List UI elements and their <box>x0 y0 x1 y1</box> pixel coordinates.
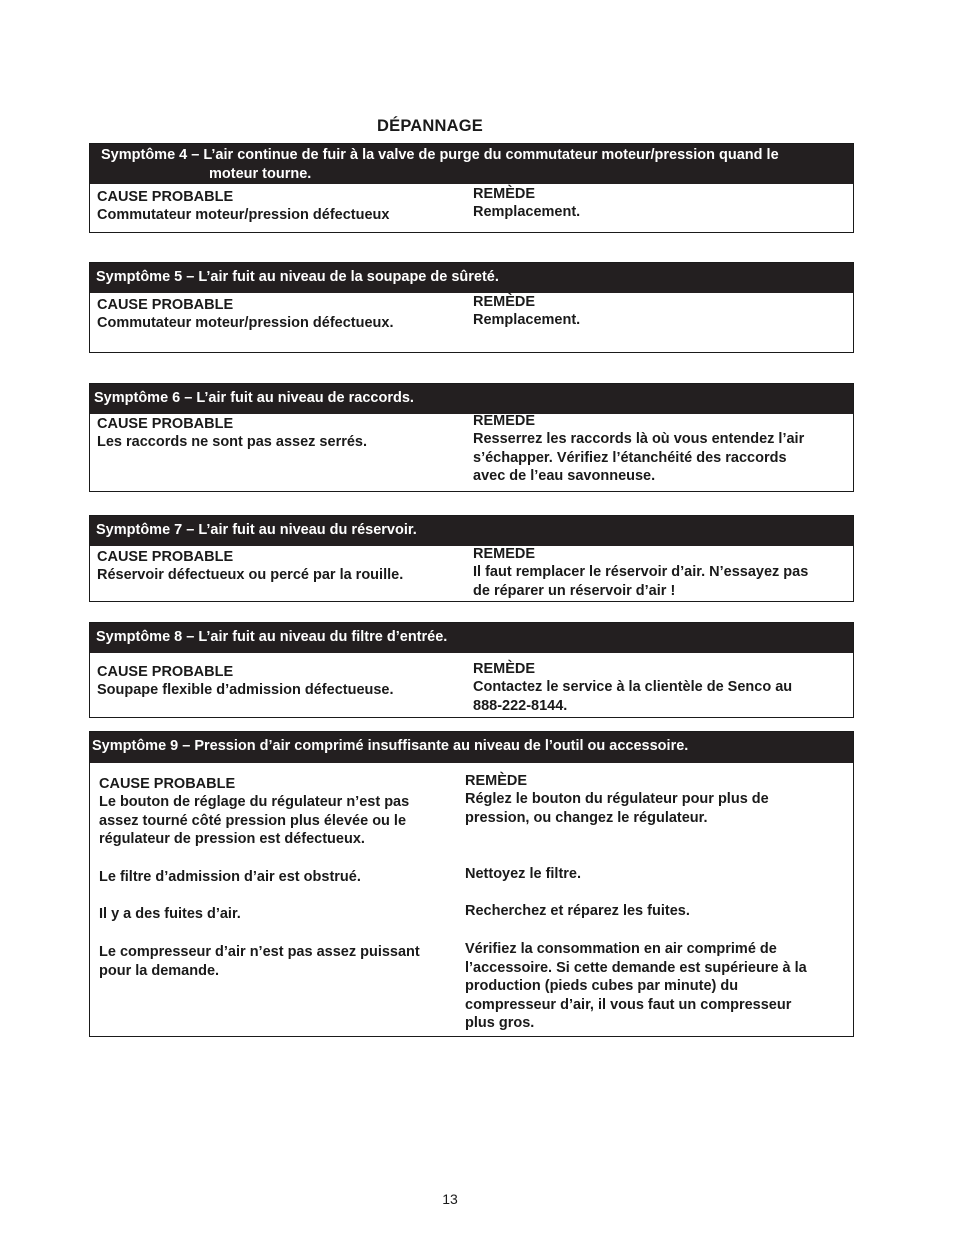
symptom-9-cause-1: Le bouton de réglage du régulateur n’est pas assez tourné côté pression plus élevée ou le régulateur de pression est défectueux. <box>99 794 410 848</box>
symptom-8-remedy-heading: REMÈDE <box>473 661 536 677</box>
symptom-4-cause-heading: CAUSE PROBABLE <box>97 189 234 205</box>
symptom-8-cause-heading: CAUSE PROBABLE <box>97 664 234 680</box>
symptom-4-header-line-2: moteur tourne. <box>209 165 312 182</box>
symptom-7-header <box>90 516 853 546</box>
symptom-5-cause-heading: CAUSE PROBABLE <box>97 297 234 313</box>
symptom-5-remedy-heading: REMÈDE <box>473 294 536 310</box>
symptom-5-cause: Commutateur moteur/pression défectueux. <box>97 315 394 331</box>
symptom-9-cause-4: Le compresseur d’air n’est pas assez puissant pour la demande. <box>99 944 420 979</box>
symptom-5-remedy: Remplacement. <box>473 312 581 328</box>
symptom-8-header <box>90 623 853 653</box>
symptom-8-cause: Soupape flexible d’admission défectueuse. <box>97 682 394 698</box>
symptom-5-title: Symptôme 5 – L’air fuit au niveau de la soupape de sûreté. <box>96 269 499 285</box>
page-number: 13 <box>442 1191 458 1207</box>
symptom-4-header-text <box>101 146 841 183</box>
symptom-4-remedy-heading: REMÈDE <box>473 186 536 202</box>
symptom-9-cause-2: Le filtre d’admission d’air est obstrué. <box>99 869 361 885</box>
symptom-9-remedy-1: Réglez le bouton du régulateur pour plus de pression, ou changez le régulateur. <box>465 791 769 826</box>
symptom-6-remedy-heading: REMEDE <box>473 413 536 429</box>
symptom-4-header-line-1: Symptôme 4 – L’air continue de fuir à la valve de purge du commutateur moteur/pression quand le <box>101 147 779 163</box>
symptom-6-cause: Les raccords ne sont pas assez serrés. <box>97 434 368 450</box>
symptom-6-remedy: Resserrez les raccords là où vous entendez l’air s’échapper. Vérifiez l’étanchéité des raccords avec de l’eau savonneuse. <box>473 431 805 485</box>
symptom-9-title: Symptôme 9 – Pression d’air comprimé insuffisante au niveau de l’outil ou accessoire. <box>92 738 689 754</box>
symptom-7-remedy: Il faut remplacer le réservoir d’air. N’essayez pas de réparer un réservoir d’air ! <box>473 564 809 599</box>
symptom-9-remedy-2: Nettoyez le filtre. <box>465 866 582 882</box>
symptom-6-title: Symptôme 6 – L’air fuit au niveau de raccords. <box>94 390 414 406</box>
symptom-4-header-full <box>101 147 779 182</box>
symptom-4-cause: Commutateur moteur/pression défectueux <box>97 207 390 223</box>
symptom-9-cause-heading: CAUSE PROBABLE <box>99 776 236 792</box>
symptom-7-cause-heading: CAUSE PROBABLE <box>97 549 234 565</box>
symptom-7-cause: Réservoir défectueux ou percé par la rouille. <box>97 567 404 583</box>
symptom-6-cause-heading: CAUSE PROBABLE <box>97 416 234 432</box>
symptom-8-remedy: Contactez le service à la clientèle de Senco au 888-222-8144. <box>473 679 793 714</box>
symptom-7-title: Symptôme 7 – L’air fuit au niveau du réservoir. <box>96 522 417 538</box>
page-title: DÉPANNAGE <box>377 117 484 135</box>
symptom-5-header <box>90 263 853 293</box>
symptom-9-remedy-3: Recherchez et réparez les fuites. <box>465 903 690 919</box>
symptom-6-header <box>90 384 853 414</box>
symptom-9-cause-3: Il y a des fuites d’air. <box>99 906 241 922</box>
symptom-8-title: Symptôme 8 – L’air fuit au niveau du filtre d’entrée. <box>96 629 448 645</box>
symptom-4-remedy: Remplacement. <box>473 204 581 220</box>
symptom-9-remedy-4: Vérifiez la consommation en air comprimé de l’accessoire. Si cette demande est supérieure à la production (pieds cubes par minute) du compresseur d’air, il vous faut un compresseur plus gros. <box>465 941 807 1032</box>
symptom-9-header <box>90 732 853 763</box>
symptom-7-remedy-heading: REMEDE <box>473 546 536 562</box>
symptom-9-remedy-heading: REMÈDE <box>465 773 528 789</box>
